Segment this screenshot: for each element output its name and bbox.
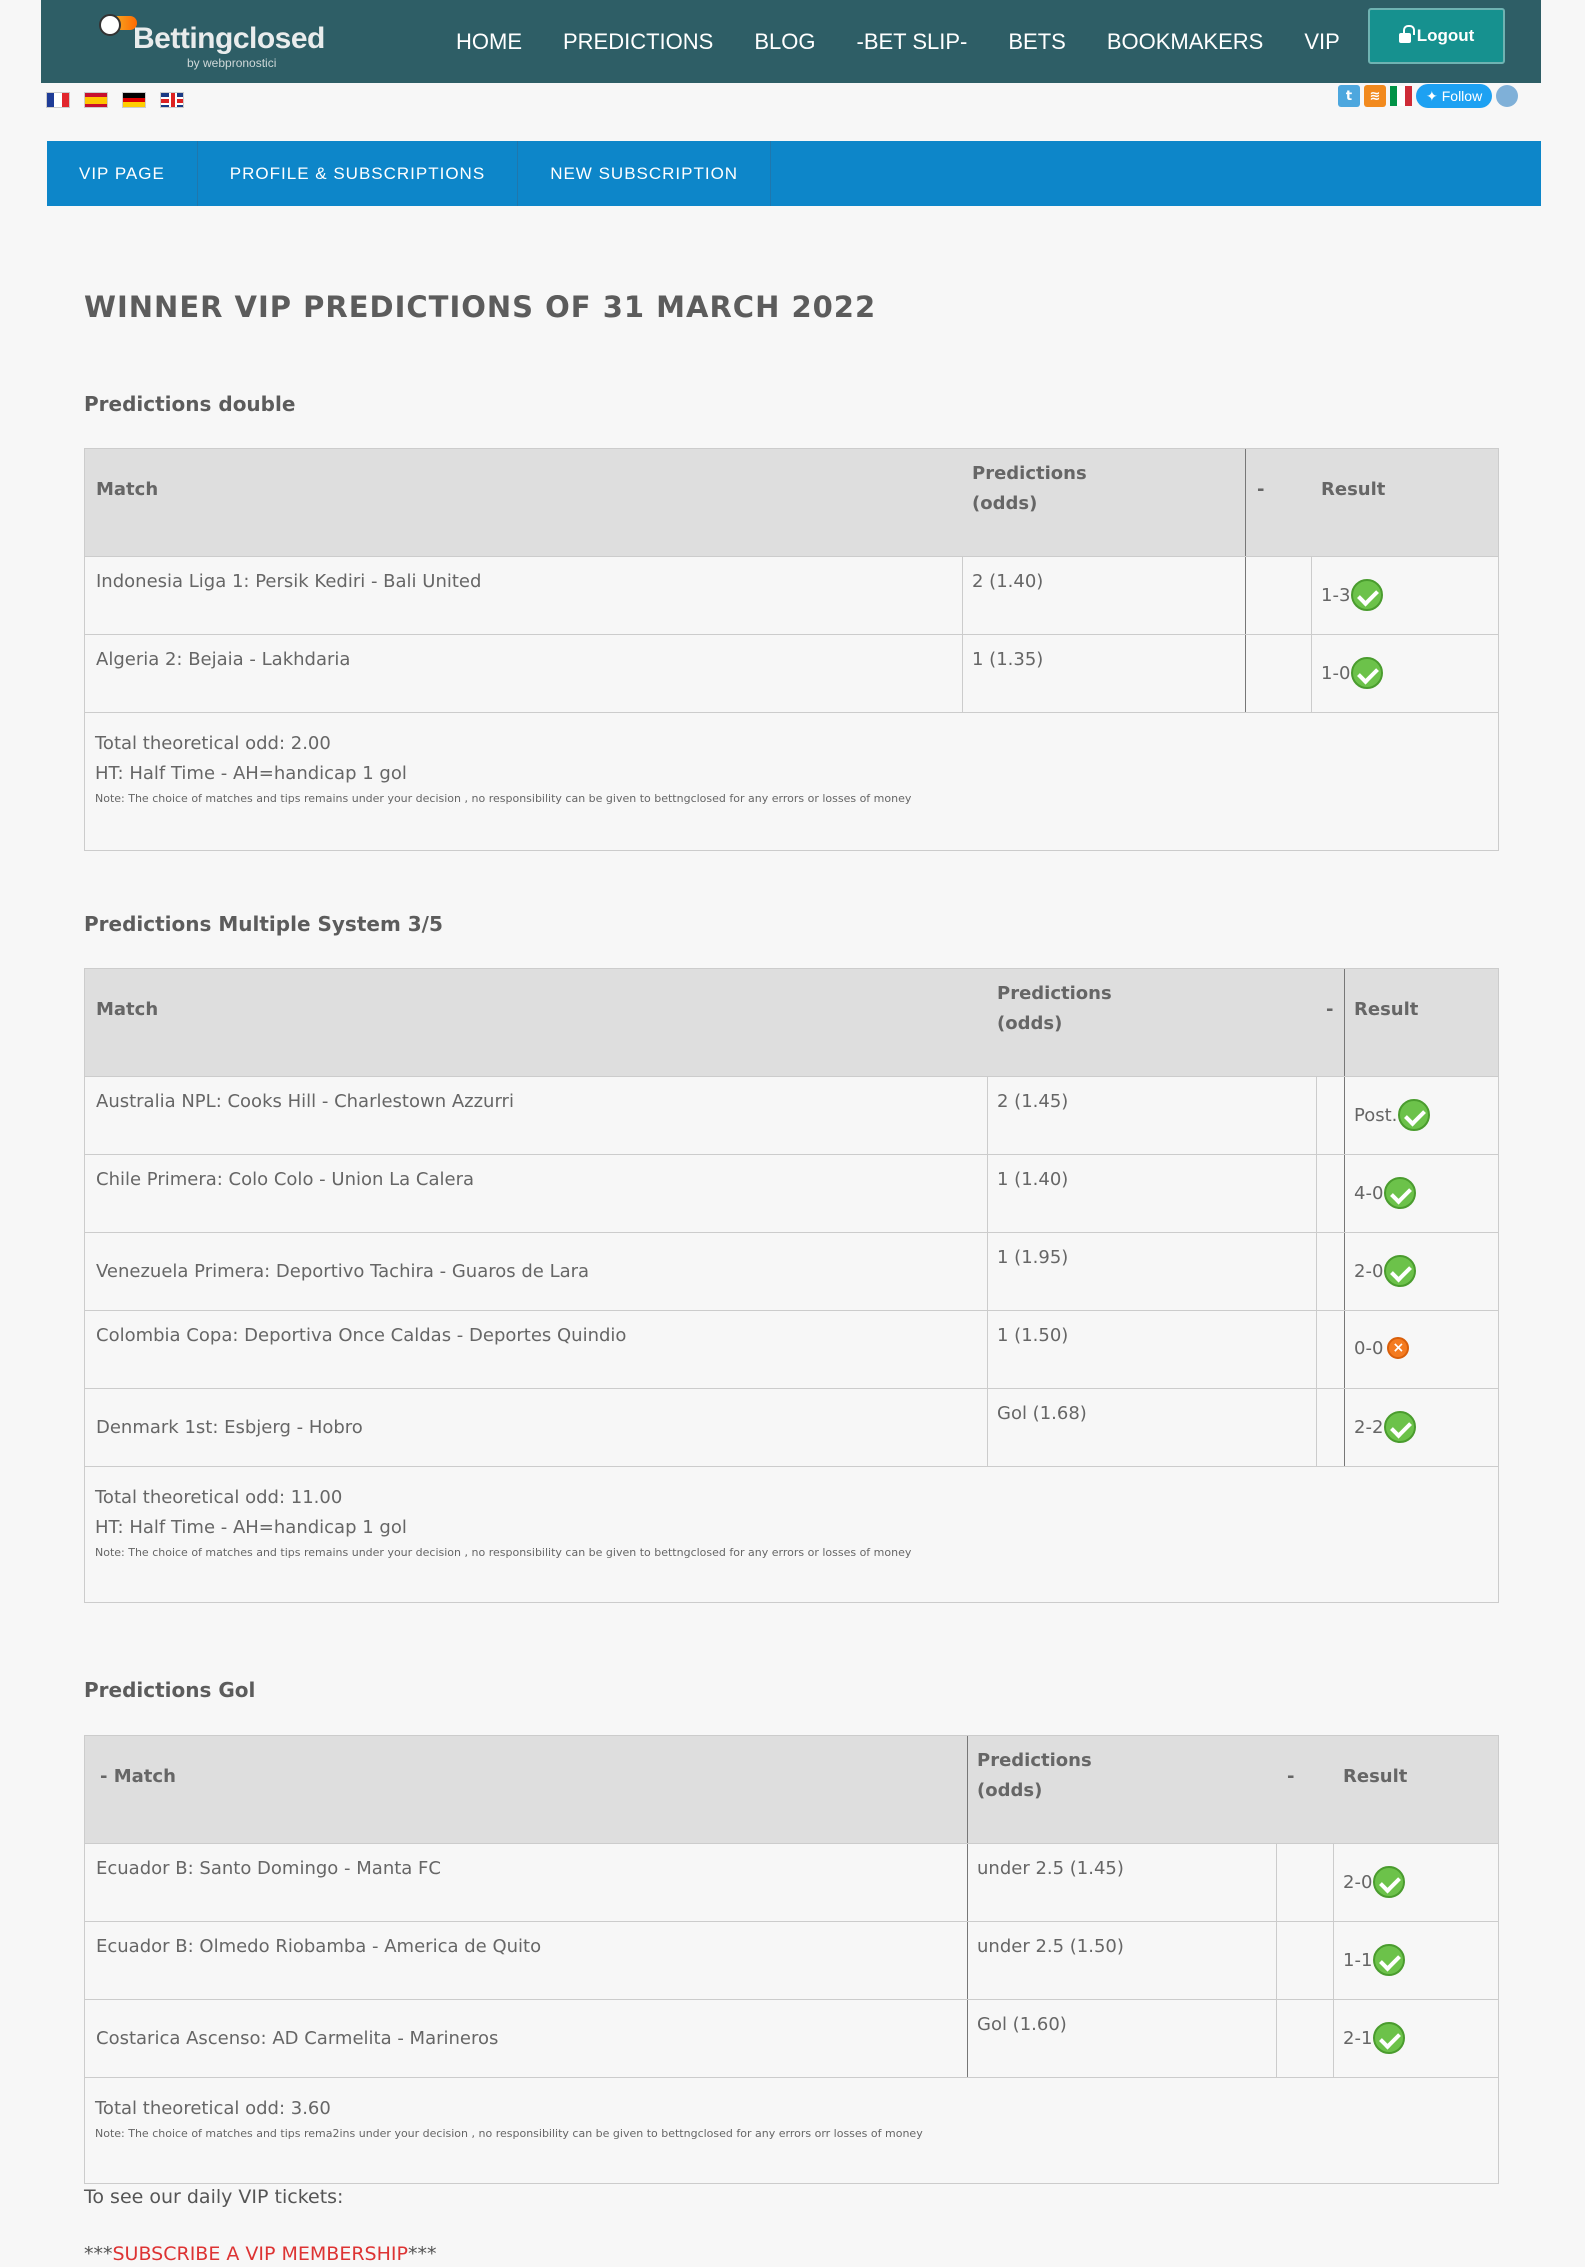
nav-home[interactable]: HOME <box>456 28 522 54</box>
table-header <box>85 969 1498 1077</box>
col-divider <box>987 1155 988 1232</box>
total-odd: Total theoretical odd: 11.00 <box>95 1487 343 1508</box>
rss-icon[interactable]: ≋ <box>1364 85 1386 107</box>
nav-vip[interactable]: VIP <box>1304 28 1340 54</box>
nav-bet-slip[interactable]: -BET SLIP- <box>856 28 968 54</box>
col-divider <box>1344 1311 1345 1388</box>
site-logo[interactable] <box>99 10 325 70</box>
bird-icon: ✦ <box>1426 87 1438 104</box>
col-divider <box>967 1844 968 1921</box>
col-divider <box>1344 1155 1345 1232</box>
col-divider <box>1344 1389 1345 1466</box>
col-divider <box>1316 1155 1317 1232</box>
col-divider <box>1333 1922 1334 1999</box>
col-divider <box>962 557 963 634</box>
nav-bookmakers[interactable]: BOOKMAKERS <box>1106 28 1264 54</box>
result-cell <box>1354 1177 1416 1209</box>
match-name: Indonesia Liga 1: Persik Kediri - Bali United <box>96 571 482 592</box>
header-predictions: Predictions <box>997 983 1112 1004</box>
col-divider <box>1316 1389 1317 1466</box>
header-result: Result <box>1354 999 1419 1020</box>
italian-flag-icon[interactable] <box>1390 86 1412 106</box>
col-divider <box>1245 635 1246 712</box>
header-result: Result <box>1321 479 1386 500</box>
cross-icon: × <box>1387 1337 1409 1359</box>
result-score: 0-0 <box>1354 1337 1384 1359</box>
prediction-odds: 1 (1.50) <box>997 1325 1069 1346</box>
header-match: - Match <box>100 1766 176 1787</box>
logo-tagline: by webpronostici <box>187 56 277 70</box>
header-odds: (odds) <box>977 1780 1043 1801</box>
disclaimer-note: Note: The choice of matches and tips remains under your decision , no responsibility can be given to bettngclosed for any errors or losses of money <box>95 792 912 805</box>
spanish-flag-icon[interactable] <box>84 92 108 108</box>
subnav-profile-subscriptions[interactable]: PROFILE & SUBSCRIPTIONS <box>198 141 518 206</box>
prediction-odds: 1 (1.35) <box>972 649 1044 670</box>
result-cell <box>1354 1411 1416 1443</box>
header-match: Match <box>96 479 159 500</box>
prediction-odds: under 2.5 (1.45) <box>977 1858 1124 1879</box>
header-divider <box>967 1736 968 1843</box>
twitter-icon[interactable]: t <box>1338 85 1360 107</box>
ht-legend: HT: Half Time - AH=handicap 1 gol <box>95 1517 407 1538</box>
match-name: Australia NPL: Cooks Hill - Charlestown Azzurri <box>96 1091 514 1112</box>
prediction-odds: 2 (1.40) <box>972 571 1044 592</box>
subscribe-vip-link[interactable]: SUBSCRIBE A VIP MEMBERSHIP <box>112 2243 408 2265</box>
result-score: 2-0 <box>1354 1260 1384 1282</box>
col-divider <box>1344 1233 1345 1310</box>
match-name: Chile Primera: Colo Colo - Union La Calera <box>96 1169 474 1190</box>
result-score: 1-3 <box>1321 584 1351 606</box>
col-divider <box>987 1077 988 1154</box>
check-icon <box>1384 1411 1416 1443</box>
section-title-multiple: Predictions Multiple System 3/5 <box>84 912 443 936</box>
result-cell <box>1354 1255 1416 1287</box>
subnav-vip-page[interactable]: VIP PAGE <box>47 141 198 206</box>
result-score: 1-0 <box>1321 662 1351 684</box>
result-score: 4-0 <box>1354 1182 1384 1204</box>
table-row <box>85 1389 1498 1467</box>
subnav-new-subscription[interactable]: NEW SUBSCRIPTION <box>518 141 771 206</box>
col-divider <box>1316 1311 1317 1388</box>
col-divider <box>1276 1922 1277 1999</box>
col-divider <box>1316 1077 1317 1154</box>
match-name: Ecuador B: Olmedo Riobamba - America de Quito <box>96 1936 542 1957</box>
disclaimer-note: Note: The choice of matches and tips rema2ins under your decision , no responsibility can be given to bettngclosed for any errors orr losses of money <box>95 2127 923 2140</box>
table-row <box>85 1922 1498 2000</box>
prediction-odds: 1 (1.40) <box>997 1169 1069 1190</box>
stars-right: *** <box>407 2243 437 2265</box>
table-multiple <box>84 968 1499 1603</box>
check-icon <box>1384 1177 1416 1209</box>
result-score: 2-0 <box>1343 1871 1373 1893</box>
col-divider <box>1311 635 1312 712</box>
header-match: Match <box>96 999 159 1020</box>
globe-icon[interactable] <box>1496 85 1518 107</box>
main-nav <box>456 0 1381 83</box>
check-icon <box>1398 1099 1430 1131</box>
social-links <box>1338 84 1518 108</box>
col-divider <box>987 1311 988 1388</box>
col-divider <box>962 635 963 712</box>
result-cell <box>1343 2022 1405 2054</box>
col-divider <box>1316 1233 1317 1310</box>
match-name: Venezuela Primera: Deportivo Tachira - Guaros de Lara <box>96 1261 590 1282</box>
subscribe-line <box>84 2243 436 2265</box>
total-odd: Total theoretical odd: 3.60 <box>95 2098 331 2119</box>
result-cell <box>1343 1944 1405 1976</box>
table-header <box>85 449 1498 557</box>
result-cell <box>1343 1866 1405 1898</box>
table-footer <box>85 713 1498 809</box>
section-title-double: Predictions double <box>84 392 296 416</box>
table-row <box>85 1155 1498 1233</box>
check-icon <box>1373 1866 1405 1898</box>
col-divider <box>987 1389 988 1466</box>
table-gol <box>84 1735 1499 2184</box>
stars-left: *** <box>84 2243 113 2265</box>
english-flag-icon[interactable] <box>160 92 184 108</box>
check-icon <box>1373 2022 1405 2054</box>
header-odds: (odds) <box>997 1013 1063 1034</box>
page-title: WINNER VIP PREDICTIONS OF 31 MARCH 2022 <box>84 290 877 324</box>
check-icon <box>1351 579 1383 611</box>
match-name: Denmark 1st: Esbjerg - Hobro <box>96 1417 363 1438</box>
section-title-gol: Predictions Gol <box>84 1678 256 1702</box>
table-row <box>85 2000 1498 2078</box>
header-divider <box>1245 449 1246 556</box>
check-icon <box>1373 1944 1405 1976</box>
match-name: Ecuador B: Santo Domingo - Manta FC <box>96 1858 441 1879</box>
result-cell <box>1321 657 1383 689</box>
col-divider <box>1333 1844 1334 1921</box>
match-name: Costarica Ascenso: AD Carmelita - Marineros <box>96 2028 499 2049</box>
top-nav-bar <box>41 0 1541 83</box>
header-dash: - <box>1257 479 1265 500</box>
table-row <box>85 1844 1498 1922</box>
col-divider <box>1311 557 1312 634</box>
table-header <box>85 1736 1498 1844</box>
header-odds: (odds) <box>972 493 1038 514</box>
twitter-follow-button[interactable] <box>1416 84 1492 108</box>
german-flag-icon[interactable] <box>122 92 146 108</box>
check-icon <box>1351 657 1383 689</box>
see-tickets-text: To see our daily VIP tickets: <box>84 2186 344 2208</box>
col-divider <box>967 1922 968 1999</box>
result-score: Post. <box>1354 1104 1398 1126</box>
prediction-odds: Gol (1.68) <box>997 1403 1087 1424</box>
col-divider <box>967 2000 968 2077</box>
col-divider <box>1344 1077 1345 1154</box>
language-flags <box>46 92 184 108</box>
table-row <box>85 635 1498 713</box>
nav-predictions[interactable]: PREDICTIONS <box>563 28 714 54</box>
match-name: Colombia Copa: Deportiva Once Caldas - Deportes Quindio <box>96 1325 627 1346</box>
ht-legend: HT: Half Time - AH=handicap 1 gol <box>95 763 407 784</box>
result-score: 2-2 <box>1354 1416 1384 1438</box>
col-divider <box>1276 2000 1277 2077</box>
header-dash: - <box>1326 999 1334 1020</box>
follow-label: Follow <box>1441 88 1483 104</box>
table-footer <box>85 2078 1498 2144</box>
nav-blog[interactable]: BLOG <box>754 28 816 54</box>
logout-button[interactable] <box>1368 8 1505 64</box>
prediction-odds: 1 (1.95) <box>997 1247 1069 1268</box>
match-name: Algeria 2: Bejaia - Lakhdaria <box>96 649 351 670</box>
nav-bets[interactable]: BETS <box>1008 28 1066 54</box>
prediction-odds: Gol (1.60) <box>977 2014 1067 2035</box>
result-cell <box>1354 1337 1409 1359</box>
header-divider <box>1344 969 1345 1076</box>
result-score: 2-1 <box>1343 2027 1373 2049</box>
logout-label: Logout <box>1416 26 1475 45</box>
logo-name: Bettingclosed <box>133 22 325 55</box>
vip-subnav <box>47 141 1541 206</box>
col-divider <box>1245 557 1246 634</box>
table-row <box>85 1233 1498 1311</box>
col-divider <box>1333 2000 1334 2077</box>
result-cell <box>1321 579 1383 611</box>
result-cell <box>1354 1099 1430 1131</box>
french-flag-icon[interactable] <box>46 92 70 108</box>
table-row <box>85 1077 1498 1155</box>
col-divider <box>987 1233 988 1310</box>
prediction-odds: 2 (1.45) <box>997 1091 1069 1112</box>
prediction-odds: under 2.5 (1.50) <box>977 1936 1124 1957</box>
check-icon <box>1384 1255 1416 1287</box>
table-row <box>85 1311 1498 1389</box>
soccer-ball-icon <box>99 14 121 36</box>
col-divider <box>1276 1844 1277 1921</box>
table-footer <box>85 1467 1498 1563</box>
table-row <box>85 557 1498 635</box>
disclaimer-note: Note: The choice of matches and tips remains under your decision , no responsibility can be given to bettngclosed for any errors or losses of money <box>95 1546 912 1559</box>
header-predictions: Predictions <box>972 463 1087 484</box>
header-dash: - <box>1287 1766 1295 1787</box>
result-score: 1-1 <box>1343 1949 1373 1971</box>
header-result: Result <box>1343 1766 1408 1787</box>
header-predictions: Predictions <box>977 1750 1092 1771</box>
unlock-icon <box>1399 33 1411 43</box>
total-odd: Total theoretical odd: 2.00 <box>95 733 331 754</box>
table-double <box>84 448 1499 851</box>
